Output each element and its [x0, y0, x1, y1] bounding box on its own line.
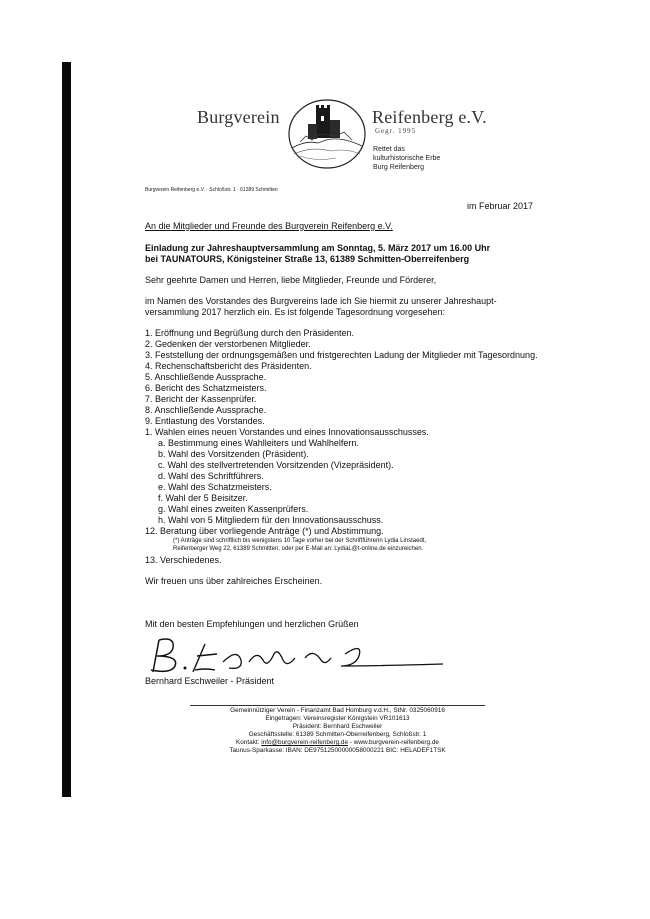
footer-line: Präsident: Bernhard Eschweiler	[292, 723, 383, 730]
website-link[interactable]: www.burgverein-reifenberg.de	[353, 739, 439, 746]
regards-line: Mit den besten Empfehlungen und herzlichen Grüßen	[145, 619, 359, 629]
motions-footnote	[145, 537, 540, 553]
footer	[180, 707, 495, 755]
footnote-line: (*) Anträge sind schriftlich bis wenigstens 10 Tage vorher bei der Schriftführerin Lydia Linstaedt,	[173, 538, 427, 544]
footer-line: Taunus-Sparkasse: IBAN: DE97512500000058000221 BIC: HELADEF1TSK	[229, 747, 446, 754]
tagline-line: Rettet das	[373, 146, 405, 153]
agenda-item: 9. Entlastung des Vorstandes.	[145, 416, 265, 426]
scan-edge-bar	[62, 62, 71, 797]
footer-line: Eingetragen: Vereinsregister Königstein VR101613	[265, 715, 410, 722]
tagline-line: Burg Reifenberg	[373, 164, 424, 171]
signer-name: Bernhard Eschweiler - Präsident	[145, 676, 275, 686]
closing-text: Wir freuen uns über zahlreiches Erscheinen.	[145, 576, 323, 586]
agenda-item: 2. Gedenken der verstorbenen Mitglieder.	[145, 339, 311, 349]
agenda-subitem: a. Bestimmung eines Wahlleiters und Wahlhelfern.	[158, 438, 359, 448]
footer-line: Geschäftsstelle: 61389 Schmitten-Oberreifenberg, Schloßstr. 1	[248, 731, 427, 738]
agenda-item: 1. Wahlen eines neuen Vorstandes und eines Innovationsausschusses.	[145, 427, 429, 437]
agenda-subitem: g. Wahl eines zweiten Kassenprüfers.	[158, 504, 309, 514]
agenda-subitem: c. Wahl des stellvertretenden Vorsitzenden (Vizepräsident).	[158, 460, 394, 470]
agenda-subitem: b. Wahl des Vorsitzenden (Präsident).	[158, 449, 309, 459]
agenda-subitem: f. Wahl der 5 Beisitzer.	[158, 493, 248, 503]
agenda-subitem: d. Wahl des Schriftführers.	[158, 471, 264, 481]
letterhead-name-right: Reifenberg e.V.	[372, 107, 487, 127]
footnote-line: Reifenberger Weg 22, 61389 Schmitten, oder per E-Mail an: LydiaL@t-online.de einzureichen.	[173, 546, 424, 552]
letter-body	[145, 221, 540, 587]
agenda-subitem: e. Wahl des Schatzmeisters.	[158, 482, 272, 492]
subject-line: Einladung zur Jahreshauptversammlung am Sonntag, 5. März 2017 um 16.00 Uhr	[145, 243, 491, 253]
founded-year: Gegr. 1995	[375, 127, 417, 135]
letterhead-name-left: Burgverein	[197, 107, 280, 127]
footer-contact-line	[180, 739, 495, 747]
subject	[145, 243, 540, 265]
footer-divider	[190, 705, 485, 706]
agenda-item: 12. Beratung über vorliegende Anträge (*) und Abstimmung.	[145, 526, 384, 536]
agenda-item: 7. Bericht der Kassenprüfer.	[145, 394, 257, 404]
addressee-line: An die Mitglieder und Freunde des Burgverein Reifenberg e.V.	[145, 221, 393, 231]
intro-line: versammlung 2017 herzlich ein. Es ist folgende Tagesordnung vorgesehen:	[145, 307, 446, 317]
letter-date: im Februar 2017	[466, 201, 533, 211]
handwritten-signature	[145, 632, 445, 676]
agenda-item: 3. Feststellung der ordnungsgemäßen und fristgerechten Ladung der Mitglieder mit Tagesordnung.	[145, 350, 538, 360]
agenda-item: 8. Anschließende Aussprache.	[145, 405, 267, 415]
agenda-item: 1. Eröffnung und Begrüßung durch den Präsidenten.	[145, 328, 354, 338]
email-link[interactable]: info@burgverein-reifenberg.de	[261, 739, 349, 746]
intro-line: im Namen des Vorstandes des Burgvereins lade ich Sie hiermit zu unserer Jahreshaupt-	[145, 296, 497, 306]
salutation: Sehr geehrte Damen und Herren, liebe Mitglieder, Freunde und Förderer,	[145, 275, 437, 285]
letterhead-tagline	[373, 145, 440, 172]
footer-line: Gemeinnütziger Verein - Finanzamt Bad Homburg v.d.H., StNr. 0325060916	[230, 707, 445, 714]
sender-address-line: Burgverein Reifenberg e.V. · Schloßstr. 1 · 61389 Schmitten	[145, 187, 278, 193]
subject-line: bei TAUNATOURS, Königsteiner Straße 13, 61389 Schmitten-Oberreifenberg	[145, 254, 470, 264]
intro-paragraph	[145, 296, 540, 318]
contact-separator: -	[348, 739, 354, 746]
agenda-subitem: h. Wahl von 5 Mitgliedern für den Innovationsausschuss.	[158, 515, 384, 525]
agenda-item: 6. Bericht des Schatzmeisters.	[145, 383, 267, 393]
tagline-line: kulturhistorische Erbe	[373, 155, 441, 162]
contact-label: Kontakt:	[236, 739, 262, 746]
castle-logo-icon	[286, 96, 368, 170]
agenda-item: 5. Anschließende Aussprache.	[145, 372, 267, 382]
agenda-item: 13. Verschiedenes.	[145, 555, 222, 565]
agenda-item: 4. Rechenschaftsbericht des Präsidenten.	[145, 361, 312, 371]
agenda-list	[145, 328, 540, 566]
